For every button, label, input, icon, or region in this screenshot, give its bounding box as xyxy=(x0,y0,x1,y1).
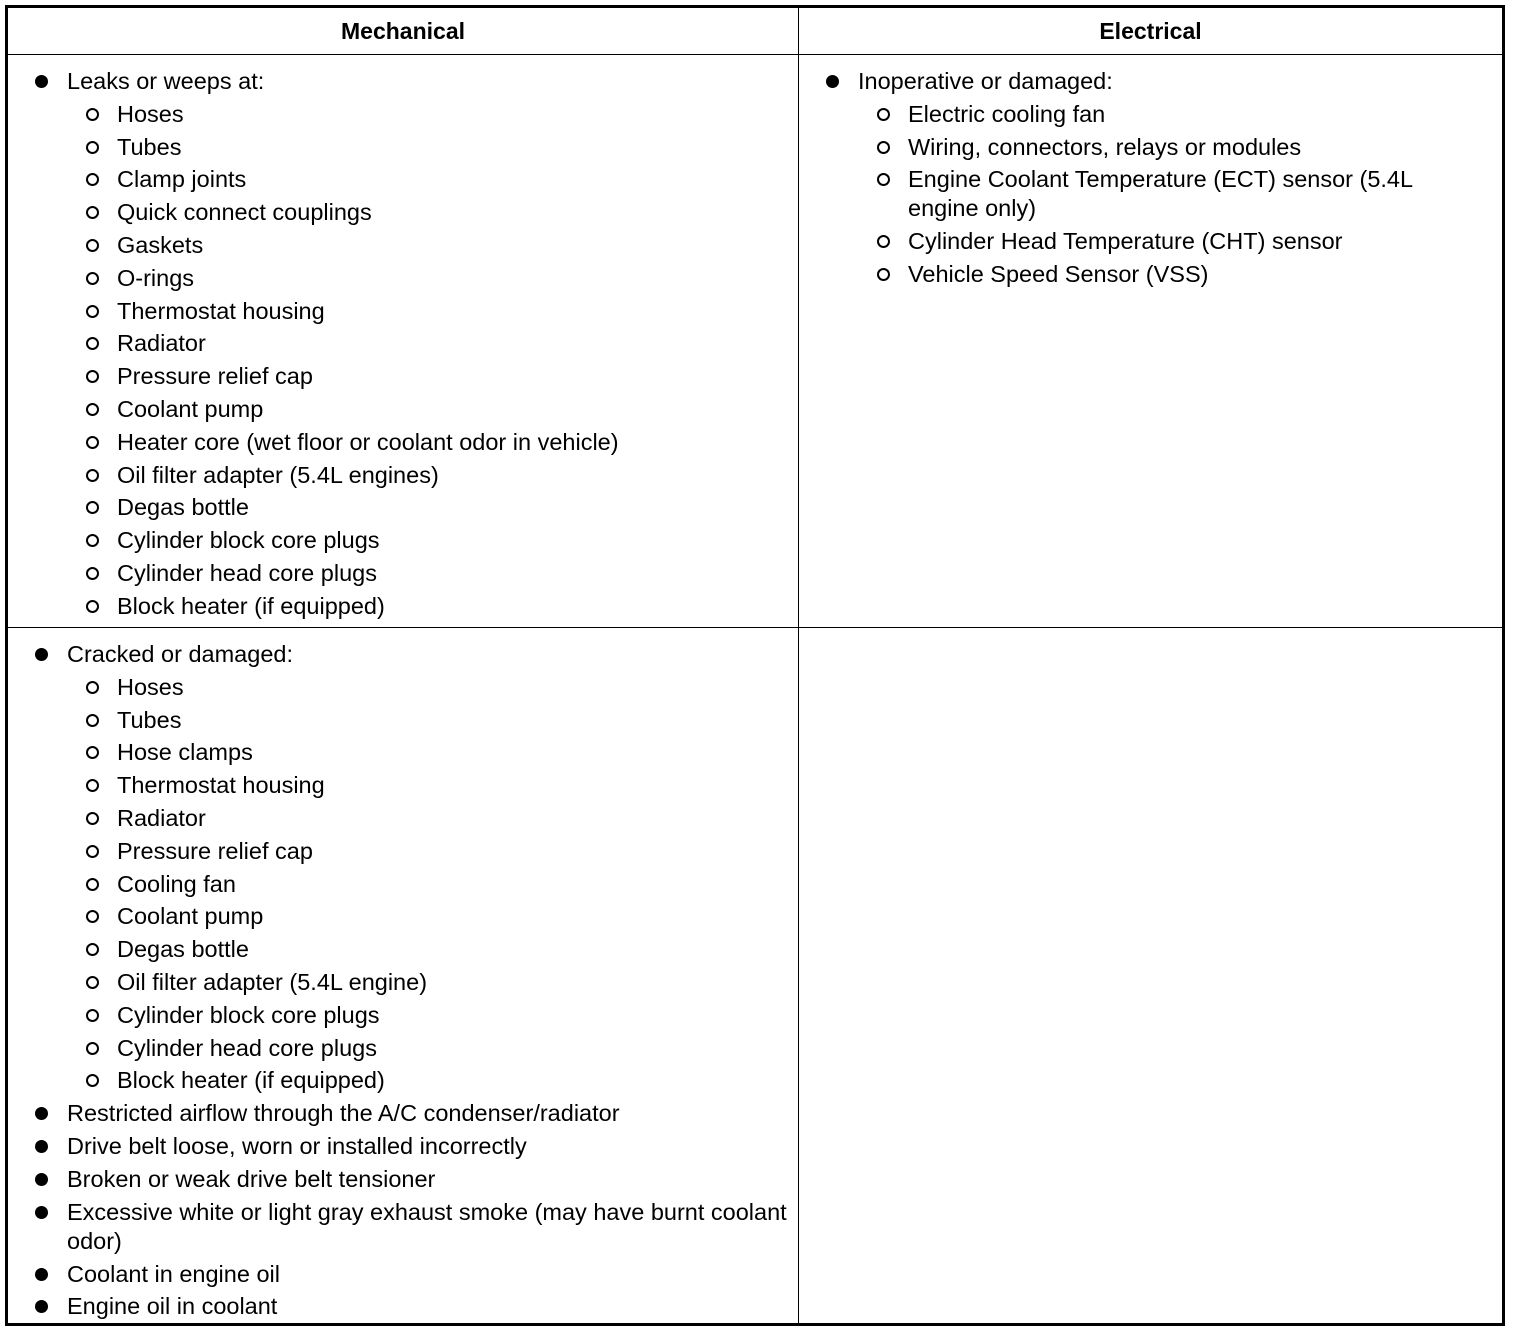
list-item: Gaskets xyxy=(30,229,790,262)
list-item: Cylinder Head Temperature (CHT) sensor xyxy=(821,225,1481,258)
list-item: Block heater (if equipped) xyxy=(30,590,790,623)
list-item: Vehicle Speed Sensor (VSS) xyxy=(821,258,1481,291)
list-item: Pressure relief cap xyxy=(30,835,790,868)
row-divider xyxy=(8,627,1502,628)
list-item: Cylinder block core plugs xyxy=(30,524,790,557)
list-item: Oil filter adapter (5.4L engine) xyxy=(30,966,790,999)
list-item: Clamp joints xyxy=(30,163,790,196)
header-mechanical: Mechanical xyxy=(341,17,465,44)
bullet-condition: Engine oil in coolant xyxy=(30,1290,790,1323)
list-item: Hose clamps xyxy=(30,736,790,769)
bullet-condition: Broken or weak drive belt tensioner xyxy=(30,1163,790,1196)
bullet-condition: Coolant in engine oil xyxy=(30,1258,790,1291)
list-item: O-rings xyxy=(30,262,790,295)
header-divider xyxy=(8,54,1502,55)
list-item: Heater core (wet floor or coolant odor in vehicle) xyxy=(30,426,790,459)
bullet-condition: Restricted airflow through the A/C condenser/radiator xyxy=(30,1097,790,1130)
cell-electrical-inoperative xyxy=(821,65,1481,291)
list-item: Degas bottle xyxy=(30,491,790,524)
list-item: Pressure relief cap xyxy=(30,360,790,393)
list-item: Oil filter adapter (5.4L engines) xyxy=(30,459,790,492)
bullet-inoperative-heading: Inoperative or damaged: xyxy=(821,65,1481,98)
list-item: Tubes xyxy=(30,704,790,737)
list-item: Cooling fan xyxy=(30,868,790,901)
symptom-table xyxy=(5,5,1505,1326)
cell-mechanical-cracked xyxy=(30,638,790,1323)
bullet-condition: Excessive white or light gray exhaust smoke (may have burnt coolant odor) xyxy=(30,1196,790,1258)
column-divider xyxy=(798,8,799,1323)
list-item: Degas bottle xyxy=(30,933,790,966)
list-item: Tubes xyxy=(30,131,790,164)
cell-mechanical-leaks xyxy=(30,65,790,623)
list-item: Block heater (if equipped) xyxy=(30,1064,790,1097)
list-item: Hoses xyxy=(30,671,790,704)
list-item: Hoses xyxy=(30,98,790,131)
bullet-condition: Drive belt loose, worn or installed incorrectly xyxy=(30,1130,790,1163)
list-item: Radiator xyxy=(30,327,790,360)
bullet-leaks-heading: Leaks or weeps at: xyxy=(30,65,790,98)
list-item: Cylinder head core plugs xyxy=(30,557,790,590)
list-item: Wiring, connectors, relays or modules xyxy=(821,131,1481,164)
list-item: Thermostat housing xyxy=(30,769,790,802)
list-item: Quick connect couplings xyxy=(30,196,790,229)
bullet-cracked-heading: Cracked or damaged: xyxy=(30,638,790,671)
list-item: Electric cooling fan xyxy=(821,98,1481,131)
list-item: Cylinder block core plugs xyxy=(30,999,790,1032)
list-item: Coolant pump xyxy=(30,900,790,933)
list-item: Engine Coolant Temperature (ECT) sensor (5.4L engine only) xyxy=(821,163,1481,225)
list-item: Radiator xyxy=(30,802,790,835)
list-item: Coolant pump xyxy=(30,393,790,426)
header-electrical: Electrical xyxy=(1099,17,1202,44)
list-item: Cylinder head core plugs xyxy=(30,1032,790,1065)
list-item: Thermostat housing xyxy=(30,295,790,328)
